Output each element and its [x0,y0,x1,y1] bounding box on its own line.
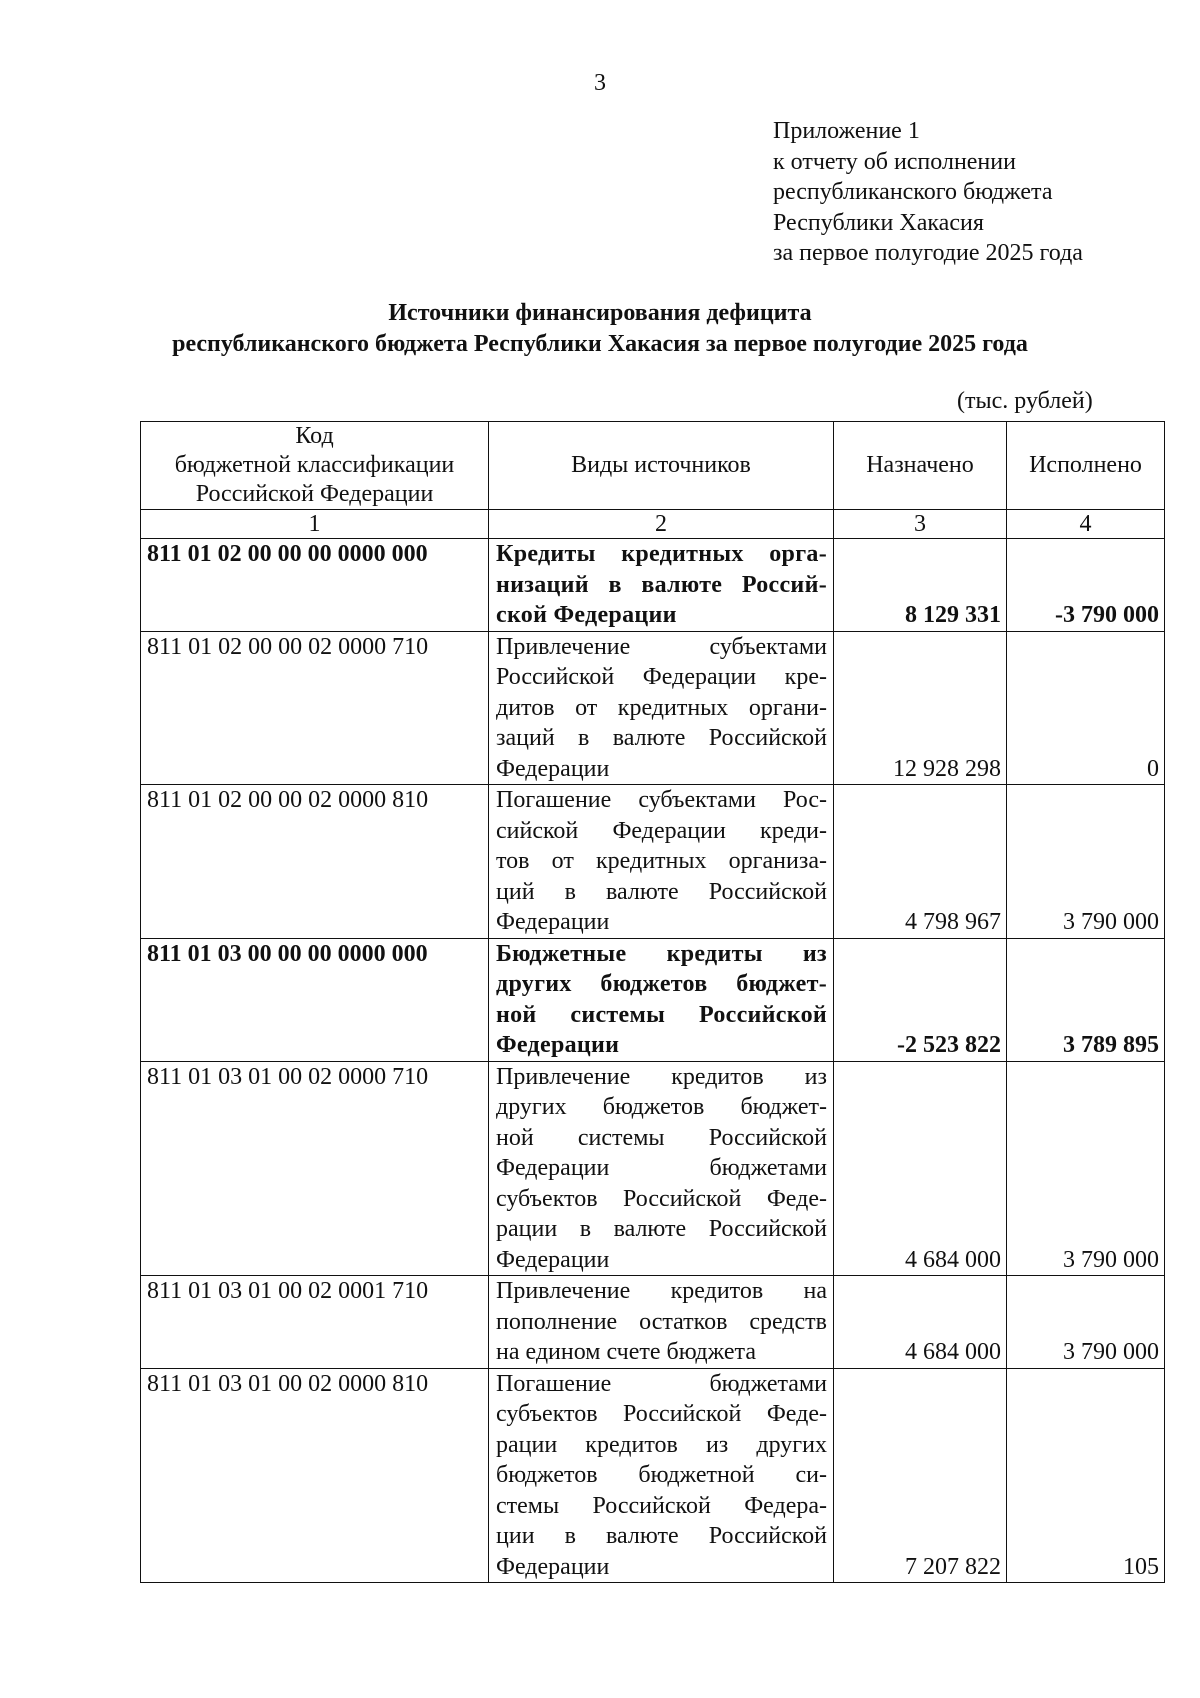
budget-code-cell: 811 01 03 01 00 02 0000 810 [141,1368,489,1583]
table-row [141,1061,1165,1276]
source-name-line: низаций в валюте Россий- [496,571,827,598]
source-name-line: Привлечение кредитов из [496,1063,827,1090]
source-name-line: ной системы Российской [496,1001,827,1028]
appendix-note [773,116,1083,269]
source-name-cell [489,1368,834,1583]
source-name-line: на едином счете бюджета [496,1339,756,1365]
column-number: 2 [489,510,834,539]
title-line-2: республиканского бюджета Республики Хакасия за первое полугодие 2025 года [172,331,1028,357]
header-planned: Назначено [834,422,1007,510]
column-number-row [141,510,1165,539]
budget-code-cell: 811 01 03 01 00 02 0000 710 [141,1061,489,1276]
source-name-cell [489,1276,834,1369]
budget-code-cell: 811 01 02 00 00 02 0000 710 [141,631,489,785]
budget-code-cell: 811 01 02 00 00 02 0000 810 [141,785,489,939]
table-body [141,539,1165,1583]
source-name-cell [489,631,834,785]
source-name-line: Погашение бюджетами [496,1370,827,1397]
source-name-cell [489,539,834,632]
source-name-line: Федерации [496,1032,620,1058]
units-note: (тыс. рублей) [957,388,1093,414]
header-kind: Виды источников [489,422,834,510]
executed-amount-cell: 0 [1007,631,1165,785]
planned-amount-cell: -2 523 822 [834,938,1007,1061]
source-name-line: Бюджетные кредиты из [496,940,827,967]
source-name-line: Привлечение субъектами [496,633,827,660]
header-code [141,422,489,510]
table-row [141,631,1165,785]
source-name-line: бюджетов бюджетной си- [496,1462,827,1488]
table-row [141,938,1165,1061]
column-number: 1 [141,510,489,539]
executed-amount-cell: -3 790 000 [1007,539,1165,632]
executed-amount-cell: 3 790 000 [1007,1276,1165,1369]
document-title [0,298,1200,360]
source-name-line: ции в валюте Российской [496,1523,827,1549]
source-name-line: заций в валюте Российской [496,725,827,751]
header-executed: Исполнено [1007,422,1165,510]
planned-amount-cell: 8 129 331 [834,539,1007,632]
source-name-line: других бюджетов бюджет- [496,971,827,997]
source-name-line: Федерации [496,755,610,782]
table-row [141,539,1165,632]
source-name-line: ций в валюте Российской [496,878,827,905]
table-header-row [141,422,1165,510]
appendix-line: за первое полугодие 2025 года [773,240,1083,266]
sources-table [140,421,1165,1583]
planned-amount-cell: 4 684 000 [834,1276,1007,1369]
appendix-line: республиканского бюджета [773,179,1053,205]
executed-amount-cell: 105 [1007,1368,1165,1583]
source-name-line: субъектов Российской Феде- [496,1401,827,1427]
source-name-line: Федерации [496,1553,610,1580]
table-row [141,785,1165,939]
source-name-line: рации кредитов из других [496,1431,827,1458]
source-name-line: ской Федерации [496,602,677,628]
table-row [141,1276,1165,1369]
header-code-line: бюджетной классификации [174,452,455,478]
title-line-1: Источники финансирования дефицита [388,300,812,326]
source-name-line: Федерации [496,1246,610,1273]
source-name-line: Федерации [496,909,610,935]
source-name-line: Привлечение кредитов на [496,1278,827,1304]
source-name-line: тов от кредитных организа- [496,848,827,874]
header-code-line: Код [295,423,334,449]
column-number: 4 [1007,510,1165,539]
executed-amount-cell: 3 790 000 [1007,1061,1165,1276]
executed-amount-cell: 3 790 000 [1007,785,1165,939]
appendix-line: Приложение 1 [773,118,920,144]
column-number: 3 [834,510,1007,539]
source-name-line: Погашение субъектами Рос- [496,787,827,813]
planned-amount-cell: 12 928 298 [834,631,1007,785]
source-name-cell [489,1061,834,1276]
source-name-line: Российской Федерации кре- [496,664,827,690]
source-name-line: рации в валюте Российской [496,1216,827,1242]
source-name-line: Кредиты кредитных орга- [496,541,827,567]
source-name-line: сийской Федерации креди- [496,817,827,844]
budget-code-cell: 811 01 03 00 00 00 0000 000 [141,938,489,1061]
page-number: 3 [594,70,606,96]
source-name-line: субъектов Российской Феде- [496,1185,827,1212]
table-row [141,1368,1165,1583]
appendix-line: Республики Хакасия [773,209,984,236]
source-name-cell [489,938,834,1061]
budget-code-cell: 811 01 03 01 00 02 0001 710 [141,1276,489,1369]
source-name-cell [489,785,834,939]
source-name-line: других бюджетов бюджет- [496,1094,827,1120]
planned-amount-cell: 7 207 822 [834,1368,1007,1583]
executed-amount-cell: 3 789 895 [1007,938,1165,1061]
budget-code-cell: 811 01 02 00 00 00 0000 000 [141,539,489,632]
source-name-line: ной системы Российской [496,1124,827,1151]
source-name-line: стемы Российской Федера- [496,1492,827,1519]
planned-amount-cell: 4 684 000 [834,1061,1007,1276]
source-name-line: дитов от кредитных органи- [496,694,827,721]
header-code-line: Российской Федерации [195,481,434,507]
source-name-line: Федерации бюджетами [496,1155,827,1181]
appendix-line: к отчету об исполнении [773,148,1016,175]
planned-amount-cell: 4 798 967 [834,785,1007,939]
source-name-line: пополнение остатков средств [496,1308,827,1335]
